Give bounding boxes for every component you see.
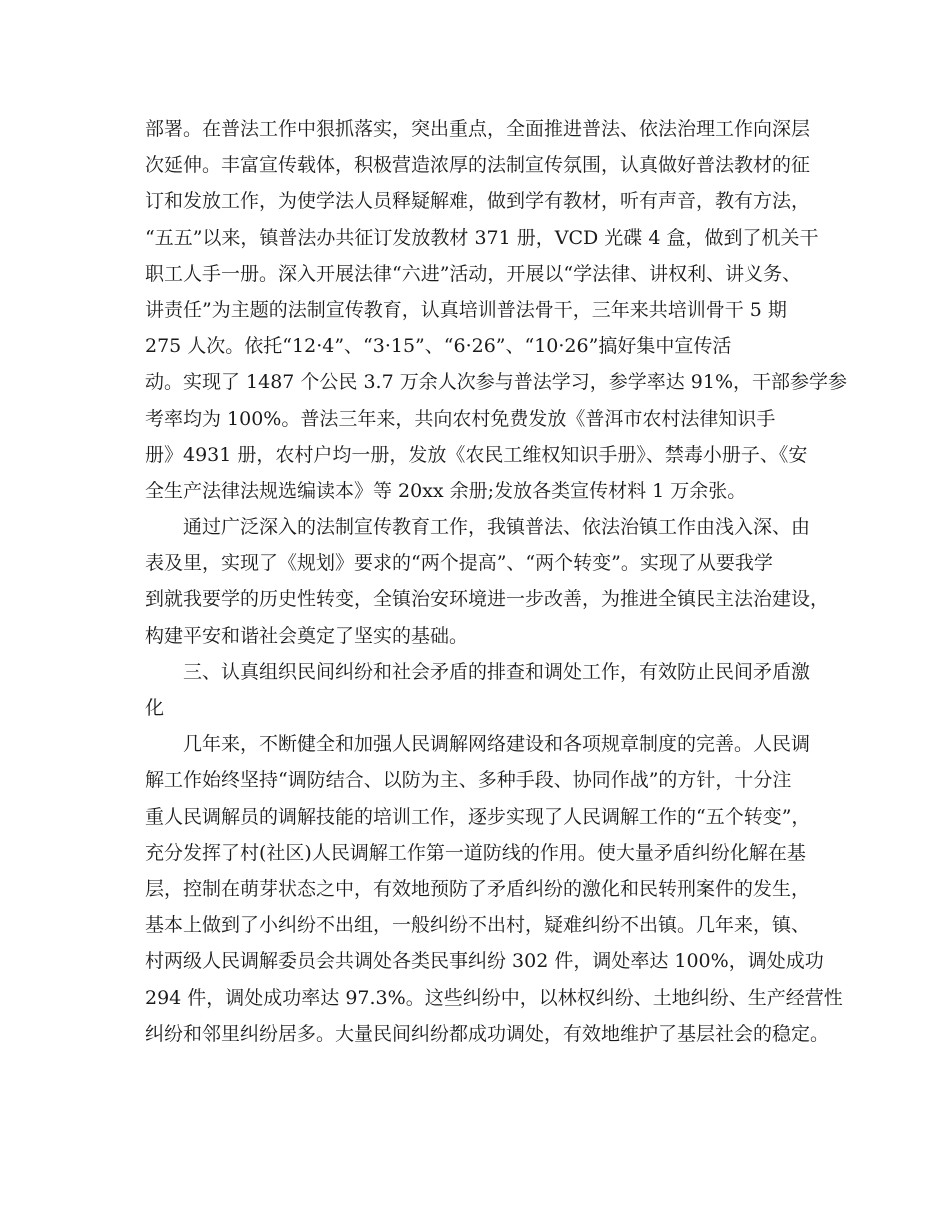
paragraph-start-line: 几年来，不断健全和加强人民调解网络建设和各项规章制度的完善。人民调 (145, 733, 811, 756)
text-line: 到就我要学的历史性转变，全镇治安环境进一步改善，为推进全镇民主法治建设， (145, 588, 830, 611)
text-line: 294 件，调处成功率达 97.3%。这些纠纷中，以林权纠纷、土地纠纷、生产经营性 (145, 986, 843, 1009)
text-line: 部署。在普法工作中狠抓落实，突出重点，全面推进普法、依法治理工作向深层 (145, 118, 811, 140)
text-line: 基本上做到了小纠纷不出组，一般纠纷不出村，疑难纠纷不出镇。几年来，镇、 (145, 914, 811, 937)
text-line: 册》4931 册，农村户均一册，发放《农民工维权知识手册》、禁毒小册子、《安 (145, 443, 808, 466)
text-line: 275 人次。依托“12·4”、“3·15”、“6·26”、“10·26”搞好集中宣传活 (145, 335, 732, 358)
text-line: 全生产法律法规选编读本》等 20xx 余册;发放各类宣传材料 1 万余张。 (145, 479, 747, 502)
text-line: 订和发放工作，为使学法人员释疑解难，做到学有教材，听有声音，教有方法， (145, 190, 811, 213)
text-line: 职工人手一册。深入开展法律“六进”活动，开展以“学法律、讲权利、讲义务、 (145, 262, 802, 285)
text-line: 次延伸。丰富宣传载体，积极营造浓厚的法制宣传氛围，认真做好普法教材的征 (145, 154, 811, 177)
section-heading-line: 三、认真组织民间纠纷和社会矛盾的排查和调处工作，有效防止民间矛盾激 (145, 660, 811, 683)
document-body (145, 111, 847, 1052)
text-line: 表及里，实现了《规划》要求的“两个提高”、“两个转变”。实现了从要我学 (145, 552, 773, 575)
text-line: 村两级人民调解委员会共调处各类民事纠纷 302 件，调处率达 100%，调处成功 (145, 950, 824, 973)
text-line: 纠纷和邻里纠纷居多。大量民间纠纷都成功调处，有效地维护了基层社会的稳定。 (145, 1022, 830, 1045)
text-line: 重人民调解员的调解技能的培训工作，逐步实现了人民调解工作的“五个转变”， (145, 805, 811, 828)
text-line: 充分发挥了村(社区)人民调解工作第一道防线的作用。使大量矛盾纠纷化解在基 (145, 841, 806, 864)
text-line: 构建平安和谐社会奠定了坚实的基础。 (145, 624, 469, 647)
paragraph-start-line: 通过广泛深入的法制宣传教育工作，我镇普法、依法治镇工作由浅入深、由 (145, 516, 811, 539)
text-line: 层，控制在萌芽状态之中，有效地预防了矛盾纠纷的激化和民转刑案件的发生， (145, 877, 811, 900)
text-line: “五五”以来，镇普法办共征订发放教材 371 册，VCD 光碟 4 盒，做到了机关干 (145, 226, 819, 249)
text-line: 考率均为 100%。普法三年来，共向农村免费发放《普洱市农村法律知识手 (145, 407, 776, 430)
text-line: 讲责任”为主题的法制宣传教育，认真培训普法骨干，三年来共培训骨干 5 期 (145, 298, 787, 321)
text-line: 动。实现了 1487 个公民 3.7 万余人次参与普法学习，参学率达 91%，干部参学参 (145, 371, 847, 394)
section-heading-line: 化 (145, 697, 165, 719)
text-line: 解工作始终坚持“调防结合、以防为主、多种手段、协同作战”的方针，十分注 (145, 769, 792, 792)
